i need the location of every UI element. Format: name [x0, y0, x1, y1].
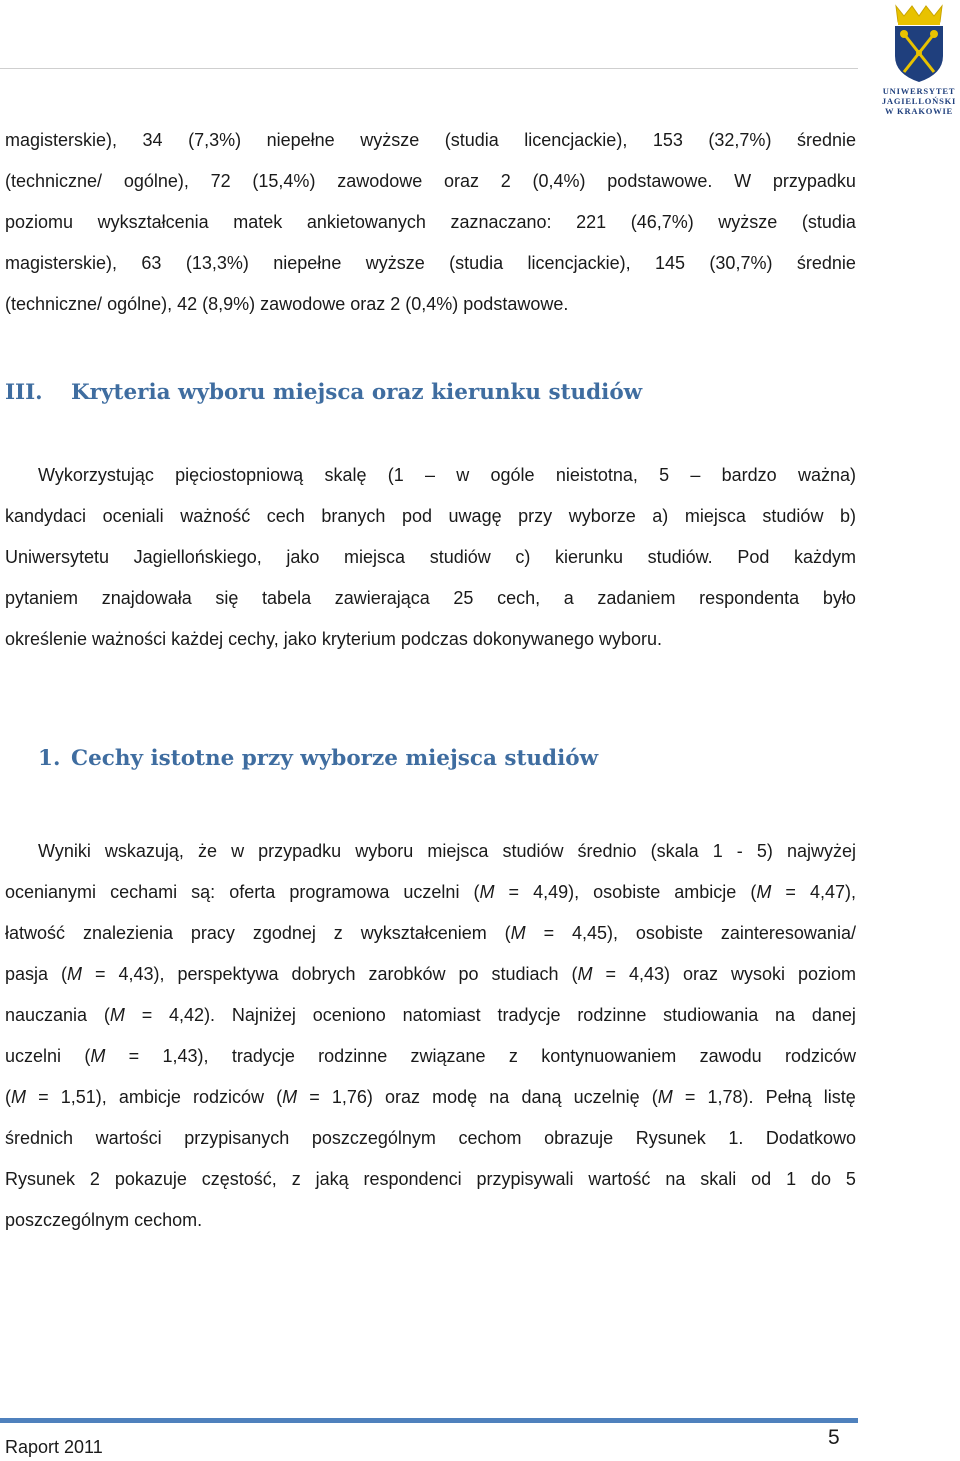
text-line: poziomu wykształcenia matek ankietowanych zaznaczano: 221 (46,7%) wyższe (studia	[5, 212, 856, 232]
section-number: III.	[5, 380, 43, 405]
text-line: średnich wartości przypisanych poszczególnym cechom obrazuje Rysunek 1. Dodatkowo	[5, 1128, 856, 1148]
footer-bar	[0, 1418, 858, 1423]
text-line: (M = 1,51), ambicje rodziców (M = 1,76) oraz modę na daną uczelnię (M = 1,78). Pełną listę	[5, 1087, 856, 1107]
text-line: magisterskie), 63 (13,3%) niepełne wyższe (studia licencjackie), 145 (30,7%) średnie	[5, 253, 856, 273]
text-line: kandydaci oceniali ważność cech branych pod uwagę przy wyborze a) miejsca studiów b)	[5, 506, 856, 526]
footer-report-label: Raport 2011	[5, 1437, 103, 1457]
section-heading-1	[38, 746, 598, 771]
text-line: łatwość znalezienia pracy zgodnej z wykształceniem (M = 4,45), osobiste zainteresowania/	[5, 923, 856, 943]
section-title: Kryteria wyboru miejsca oraz kierunku studiów	[71, 380, 643, 405]
section-title: Cechy istotne przy wyborze miejsca studiów	[71, 746, 599, 771]
text-line: pytaniem znajdowała się tabela zawierająca 25 cech, a zadaniem respondenta było	[5, 588, 856, 608]
page-number: 5	[828, 1426, 840, 1449]
university-logo	[878, 2, 960, 118]
header-rule	[0, 68, 858, 69]
paragraph-method	[5, 465, 856, 670]
logo-caption-line-2: JAGIELLOŃSKI	[881, 96, 957, 106]
text-line: (techniczne/ ogólne), 72 (15,4%) zawodowe oraz 2 (0,4%) podstawowe. W przypadku	[5, 171, 856, 191]
text-line: Wykorzystując pięciostopniową skalę (1 – w ogóle nieistotna, 5 – bardzo ważna)	[38, 465, 856, 485]
text-line: Wyniki wskazują, że w przypadku wyboru miejsca studiów średnio (skala 1 - 5) najwyżej	[38, 841, 856, 861]
logo-caption-line-3: W KRAKOWIE	[884, 106, 954, 116]
text-line: nauczania (M = 4,42). Najniżej oceniono natomiast tradycje rodzinne studiowania na danej	[5, 1005, 856, 1025]
section-heading-iii	[5, 380, 642, 405]
text-line: ocenianymi cechami są: oferta programowa uczelni (M = 4,49), osobiste ambicje (M = 4,47),	[5, 882, 856, 902]
text-line: określenie ważności każdej cechy, jako kryterium podczas dokonywanego wyboru.	[5, 629, 663, 649]
text-line: Rysunek 2 pokazuje częstość, z jaką respondenci przypisywali wartość na skali od 1 do 5	[5, 1169, 856, 1189]
text-line: uczelni (M = 1,43), tradycje rodzinne związane z kontynuowaniem zawodu rodziców	[5, 1046, 856, 1066]
paragraph-education-levels	[5, 130, 856, 335]
text-line: (techniczne/ ogólne), 42 (8,9%) zawodowe oraz 2 (0,4%) podstawowe.	[5, 294, 569, 314]
text-line: pasja (M = 4,43), perspektywa dobrych zarobków po studiach (M = 4,43) oraz wysoki poziom	[5, 964, 856, 984]
text-line: poszczególnym cechom.	[5, 1210, 203, 1230]
section-number: 1.	[38, 746, 61, 771]
paragraph-results	[5, 841, 856, 1251]
text-line: Uniwersytetu Jagiellońskiego, jako miejsca studiów c) kierunku studiów. Pod każdym	[5, 547, 856, 567]
logo-caption-line-1: UNIWERSYTET	[882, 86, 956, 96]
shield-icon	[890, 4, 948, 84]
text-line: magisterskie), 34 (7,3%) niepełne wyższe (studia licencjackie), 153 (32,7%) średnie	[5, 130, 856, 150]
